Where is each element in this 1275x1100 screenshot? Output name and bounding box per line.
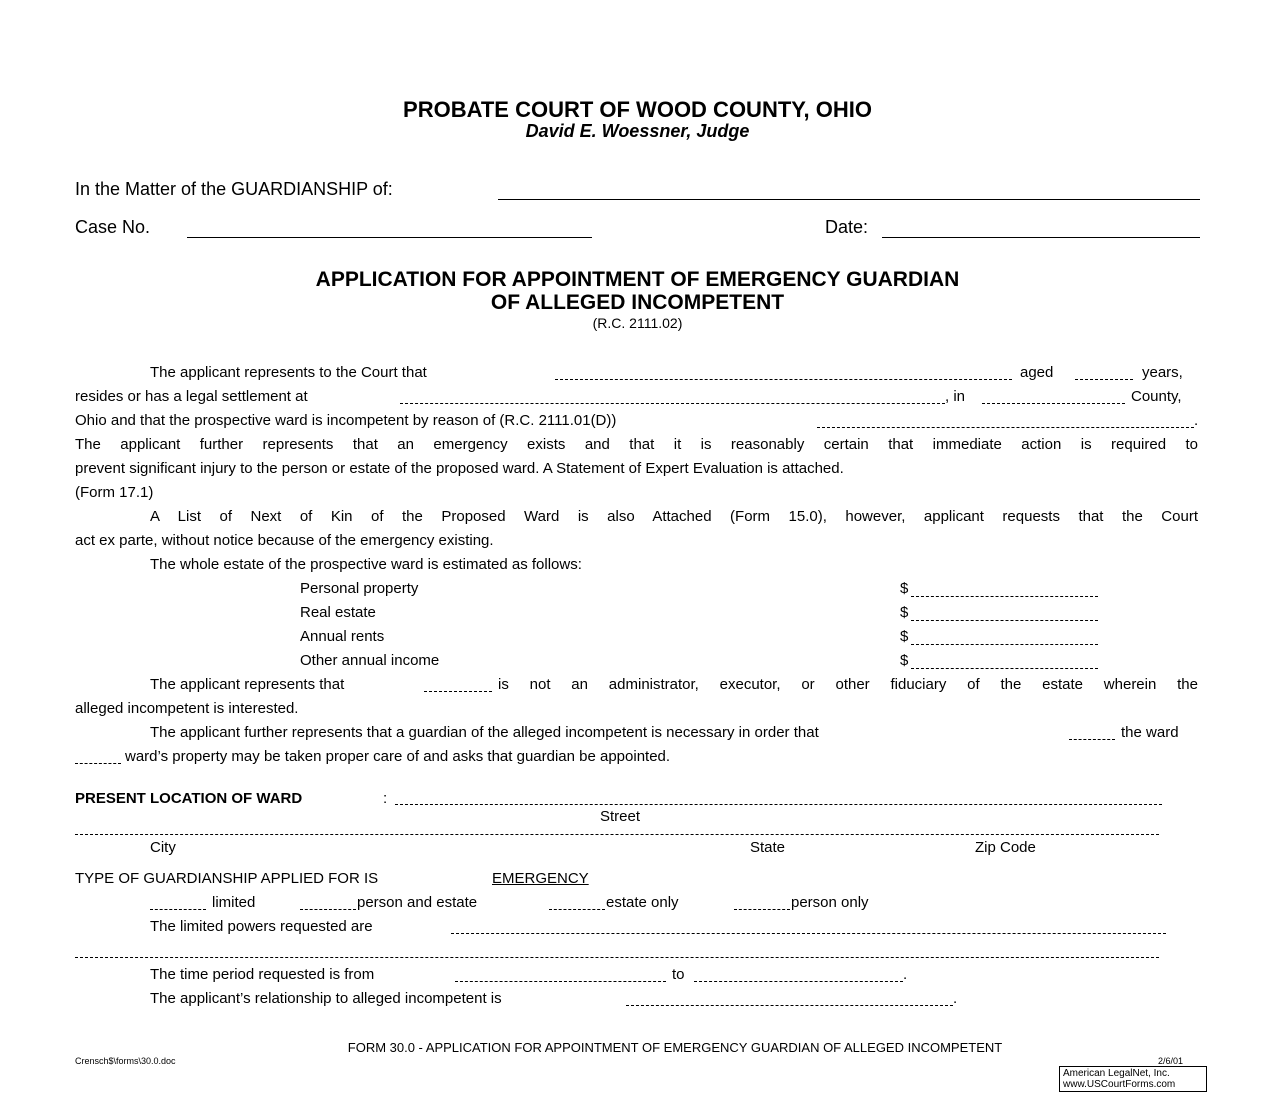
time-from-field[interactable] bbox=[455, 981, 666, 982]
person-estate-checkbox[interactable] bbox=[300, 909, 356, 910]
not-fiduciary-field[interactable] bbox=[424, 691, 492, 692]
street-field[interactable] bbox=[395, 804, 1162, 805]
person-only-checkbox[interactable] bbox=[734, 909, 790, 910]
form-title-line1: APPLICATION FOR APPOINTMENT OF EMERGENCY GUARDIAN bbox=[315, 268, 960, 291]
real-estate-field[interactable] bbox=[911, 620, 1098, 621]
estate-label-real: Real estate bbox=[300, 604, 376, 621]
opt-estate-only: estate only bbox=[606, 894, 679, 911]
footer-date: 2/6/01 bbox=[1158, 1056, 1184, 1066]
p3-line: The whole estate of the prospective ward is estimated as follows: bbox=[150, 556, 582, 573]
p1-line2-b: , in bbox=[945, 388, 966, 405]
estate-currency: $ bbox=[900, 604, 909, 621]
type-label: TYPE OF GUARDIANSHIP APPLIED FOR IS bbox=[75, 870, 379, 887]
location-label: PRESENT LOCATION OF WARD bbox=[75, 790, 303, 807]
time-to-label: to bbox=[672, 966, 685, 983]
p5-line1-b: the ward bbox=[1121, 724, 1179, 741]
p1-line1-c: years, bbox=[1142, 364, 1183, 381]
ward-property-option-field[interactable] bbox=[75, 763, 121, 764]
form-title-line2: OF ALLEGED INCOMPETENT bbox=[490, 291, 785, 314]
publisher-name: American LegalNet, Inc. bbox=[1063, 1068, 1170, 1079]
p1-line1-a: The applicant represents to the Court that bbox=[150, 364, 427, 381]
p1-line3-a: Ohio and that the prospective ward is incompetent by reason of (R.C. 2111.01(D)) bbox=[75, 412, 617, 429]
relationship-field[interactable] bbox=[626, 1005, 953, 1006]
location-colon: : bbox=[383, 790, 388, 807]
date-field[interactable] bbox=[882, 237, 1200, 238]
p1-line2-a: resides or has a legal settlement at bbox=[75, 388, 308, 405]
p4-line1-b: is not an administrator, executor, or other fiduciary of the estate wherein the bbox=[498, 676, 1198, 693]
judge-name: David E. Woessner, Judge bbox=[525, 121, 750, 141]
p4-line2: alleged incompetent is interested. bbox=[75, 700, 299, 717]
incompetence-reason-field[interactable] bbox=[817, 427, 1194, 428]
type-emergency: EMERGENCY bbox=[492, 870, 589, 887]
estate-label-personal: Personal property bbox=[300, 580, 419, 597]
footer-path: Crensch$\forms\30.0.doc bbox=[75, 1056, 176, 1066]
publisher-stamp bbox=[1059, 1066, 1207, 1092]
limited-powers-field[interactable] bbox=[451, 933, 1166, 934]
limited-powers-label: The limited powers requested are bbox=[150, 918, 373, 935]
publisher-website[interactable]: www.USCourtForms.com bbox=[1063, 1079, 1176, 1090]
limited-checkbox[interactable] bbox=[150, 909, 206, 910]
limited-powers-field-2[interactable] bbox=[75, 957, 1159, 958]
case-no-label: Case No. bbox=[75, 217, 151, 237]
p1-line4: The applicant further represents that an emergency exists and that it is reasonably certain that immediate action is required to bbox=[75, 436, 1198, 453]
estate-label-income: Other annual income bbox=[300, 652, 440, 669]
estate-currency: $ bbox=[900, 628, 909, 645]
estate-only-checkbox[interactable] bbox=[549, 909, 605, 910]
p2-line2: act ex parte, without notice because of the emergency existing. bbox=[75, 532, 494, 549]
period: . bbox=[953, 990, 958, 1007]
settlement-address-field[interactable] bbox=[400, 403, 945, 404]
other-income-field[interactable] bbox=[911, 668, 1098, 669]
annual-rents-field[interactable] bbox=[911, 644, 1098, 645]
estate-currency: $ bbox=[900, 652, 909, 669]
applicant-ward-name-field[interactable] bbox=[555, 379, 1012, 380]
opt-person-only: person only bbox=[791, 894, 869, 911]
court-name: PROBATE COURT OF WOOD COUNTY, OHIO bbox=[403, 97, 872, 122]
age-field[interactable] bbox=[1075, 379, 1133, 380]
p5-line1-a: The applicant further represents that a guardian of the alleged incompetent is necessary in order that bbox=[150, 724, 819, 741]
time-from-label: The time period requested is from bbox=[150, 966, 375, 983]
p1-line2-c: County, bbox=[1131, 388, 1182, 405]
p1-line1-b: aged bbox=[1020, 364, 1054, 381]
street-caption: Street bbox=[600, 808, 641, 825]
opt-person-estate: person and estate bbox=[357, 894, 478, 911]
county-field[interactable] bbox=[982, 403, 1125, 404]
zip-caption: Zip Code bbox=[975, 839, 1036, 856]
opt-limited: limited bbox=[212, 894, 256, 911]
date-label: Date: bbox=[825, 217, 869, 237]
p5-line2: ward’s property may be taken proper care of and asks that guardian be appointed. bbox=[125, 748, 671, 765]
estate-label-rents: Annual rents bbox=[300, 628, 385, 645]
city-caption: City bbox=[150, 839, 176, 856]
matter-field[interactable] bbox=[498, 199, 1200, 200]
p2-line1: A List of Next of Kin of the Proposed Ward is also Attached (Form 15.0), however, applicant requests that the Court bbox=[150, 508, 1198, 525]
statute-reference: (R.C. 2111.02) bbox=[592, 315, 683, 331]
ward-option-field[interactable] bbox=[1069, 739, 1115, 740]
matter-label: In the Matter of the GUARDIANSHIP of: bbox=[75, 179, 393, 199]
p1-line5: prevent significant injury to the person or estate of the proposed ward. A Statement of Expert Evaluation is attached. bbox=[75, 460, 844, 477]
footer-form-title: FORM 30.0 - APPLICATION FOR APPOINTMENT OF EMERGENCY GUARDIAN OF ALLEGED INCOMPETENT bbox=[347, 1040, 1003, 1055]
city-state-zip-field[interactable] bbox=[75, 834, 1159, 835]
time-to-field[interactable] bbox=[694, 981, 903, 982]
relationship-label: The applicant’s relationship to alleged incompetent is bbox=[150, 990, 502, 1007]
case-no-field[interactable] bbox=[187, 237, 592, 238]
period: . bbox=[903, 966, 908, 983]
p1-line6: (Form 17.1) bbox=[75, 484, 154, 501]
p4-line1-a: The applicant represents that bbox=[150, 676, 345, 693]
period: . bbox=[1194, 412, 1199, 429]
personal-property-field[interactable] bbox=[911, 596, 1098, 597]
estate-currency: $ bbox=[900, 580, 909, 597]
state-caption: State bbox=[750, 839, 786, 856]
